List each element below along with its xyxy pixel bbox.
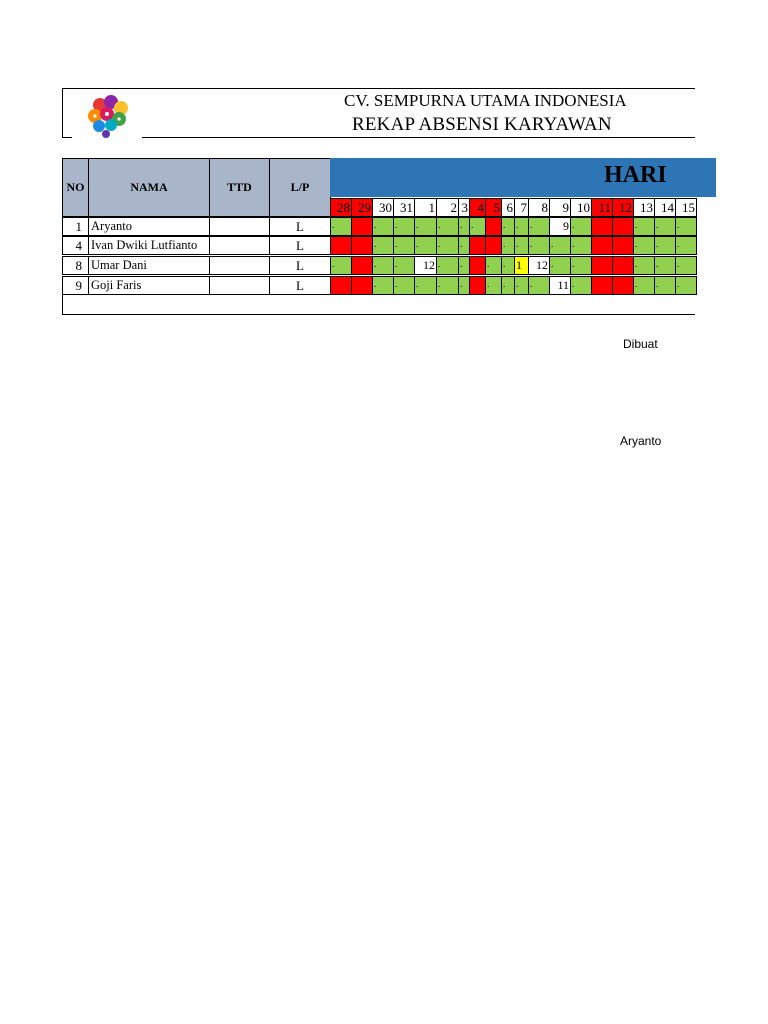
attendance-cell — [514, 217, 529, 236]
attendance-mark: . — [374, 279, 377, 289]
attendance-cell — [351, 236, 373, 255]
attendance-mark: . — [677, 239, 680, 249]
attendance-mark: . — [656, 259, 659, 269]
attendance-cell — [372, 256, 394, 275]
attendance-cell — [469, 217, 486, 236]
attendance-cell — [675, 217, 697, 236]
attendance-mark: . — [572, 220, 575, 230]
attendance-mark: . — [572, 239, 575, 249]
attendance-cell — [675, 256, 697, 275]
attendance-cell — [514, 236, 529, 255]
attendance-mark: . — [572, 259, 575, 269]
attendance-mark: . — [656, 279, 659, 289]
attendance-mark: . — [487, 279, 490, 289]
attendance-mark: . — [416, 220, 419, 230]
day-header-10: 7 — [514, 198, 529, 217]
attendance-mark: . — [395, 259, 398, 269]
attendance-mark: . — [635, 279, 638, 289]
attendance-mark: . — [530, 239, 533, 249]
attendance-mark: . — [460, 279, 463, 289]
attendance-mark: . — [460, 259, 463, 269]
attendance-cell — [372, 276, 394, 295]
attendance-cell — [675, 276, 697, 295]
attendance-mark: . — [487, 259, 490, 269]
row-lp: L — [269, 256, 331, 275]
attendance-mark: . — [395, 220, 398, 230]
attendance-cell — [570, 276, 592, 295]
attendance-mark: . — [503, 259, 506, 269]
attendance-cell — [528, 276, 550, 295]
attendance-mark: . — [395, 279, 398, 289]
attendance-cell — [612, 276, 634, 295]
attendance-cell — [469, 256, 486, 275]
company-name: CV. SEMPURNA UTAMA INDONESIA — [344, 91, 627, 110]
attendance-cell — [654, 276, 676, 295]
attendance-mark: . — [438, 279, 441, 289]
report-title: REKAP ABSENSI KARYAWAN — [352, 114, 612, 135]
attendance-cell — [436, 276, 459, 295]
header-left-border — [62, 88, 63, 138]
attendance-mark: . — [374, 220, 377, 230]
company-logo-icon — [86, 95, 132, 139]
attendance-mark: . — [677, 279, 680, 289]
day-header-5: 2 — [436, 198, 459, 217]
day-header-0: 28 — [330, 198, 352, 217]
attendance-mark: . — [635, 239, 638, 249]
attendance-mark: . — [551, 239, 554, 249]
attendance-mark: . — [471, 220, 474, 230]
signature-caption: Dibuat — [623, 337, 658, 351]
col-header-lp: L/P — [269, 158, 331, 217]
attendance-cell — [654, 217, 676, 236]
hari-label: HARI — [604, 162, 667, 188]
attendance-mark: . — [460, 220, 463, 230]
row-lp: L — [269, 276, 331, 295]
day-header-9: 6 — [501, 198, 515, 217]
attendance-cell — [414, 217, 437, 236]
attendance-cell: 1 — [514, 256, 529, 275]
signature-name: Aryanto — [620, 434, 662, 448]
attendance-cell — [514, 276, 529, 295]
attendance-cell — [436, 217, 459, 236]
attendance-cell — [485, 256, 502, 275]
row-no: 9 — [62, 276, 89, 295]
row-nama: Aryanto — [88, 217, 210, 236]
attendance-mark: . — [677, 259, 680, 269]
attendance-cell — [612, 217, 634, 236]
attendance-mark: . — [374, 239, 377, 249]
attendance-cell — [549, 236, 571, 255]
attendance-cell — [351, 217, 373, 236]
attendance-cell — [501, 276, 515, 295]
row-ttd — [209, 236, 270, 255]
attendance-mark: . — [530, 220, 533, 230]
attendance-cell — [330, 236, 352, 255]
attendance-mark: . — [503, 239, 506, 249]
header-bottom-border — [142, 137, 695, 138]
day-header-15: 12 — [612, 198, 634, 217]
attendance-cell — [351, 276, 373, 295]
attendance-mark: . — [516, 220, 519, 230]
attendance-cell — [528, 217, 550, 236]
attendance-cell — [414, 236, 437, 255]
attendance-mark: . — [460, 239, 463, 249]
day-header-1: 29 — [351, 198, 373, 217]
row-ttd — [209, 256, 270, 275]
attendance-cell — [485, 276, 502, 295]
day-header-8: 5 — [485, 198, 502, 217]
attendance-cell — [612, 256, 634, 275]
attendance-mark: . — [635, 220, 638, 230]
attendance-cell — [414, 276, 437, 295]
day-header-4: 1 — [414, 198, 437, 217]
attendance-cell — [633, 276, 655, 295]
row-no: 1 — [62, 217, 89, 236]
attendance-cell — [393, 217, 415, 236]
attendance-cell — [570, 256, 592, 275]
day-header-17: 14 — [654, 198, 676, 217]
attendance-mark: . — [503, 220, 506, 230]
day-header-2: 30 — [372, 198, 394, 217]
row-nama: Goji Faris — [88, 276, 210, 295]
row-no: 4 — [62, 236, 89, 255]
attendance-mark: . — [516, 279, 519, 289]
row-ttd — [209, 217, 270, 236]
col-header-no: NO — [62, 158, 89, 217]
col-header-nama: NAMA — [88, 158, 210, 217]
attendance-mark: . — [438, 239, 441, 249]
attendance-cell: 9 — [549, 217, 571, 236]
attendance-mark: . — [438, 220, 441, 230]
attendance-cell — [372, 236, 394, 255]
attendance-mark: . — [332, 259, 335, 269]
attendance-cell — [372, 217, 394, 236]
day-header-3: 31 — [393, 198, 415, 217]
attendance-cell — [436, 236, 459, 255]
attendance-mark: . — [374, 259, 377, 269]
day-header-18: 15 — [675, 198, 697, 217]
attendance-cell — [654, 256, 676, 275]
attendance-cell — [393, 236, 415, 255]
attendance-cell — [591, 236, 613, 255]
attendance-mark: . — [656, 220, 659, 230]
attendance-cell — [351, 256, 373, 275]
attendance-cell — [549, 256, 571, 275]
attendance-cell — [501, 236, 515, 255]
attendance-mark: . — [551, 259, 554, 269]
attendance-mark: . — [635, 259, 638, 269]
header-top-border — [62, 88, 695, 89]
attendance-cell — [591, 276, 613, 295]
attendance-cell — [591, 256, 613, 275]
attendance-cell — [469, 236, 486, 255]
attendance-mark: . — [516, 239, 519, 249]
attendance-cell — [501, 256, 515, 275]
attendance-cell — [633, 236, 655, 255]
attendance-mark: . — [503, 279, 506, 289]
attendance-cell — [485, 236, 502, 255]
day-header-12: 9 — [549, 198, 571, 217]
attendance-mark: . — [416, 239, 419, 249]
day-header-11: 8 — [528, 198, 550, 217]
attendance-cell — [570, 217, 592, 236]
table-footer-row — [62, 295, 695, 315]
attendance-mark: . — [438, 259, 441, 269]
day-header-7: 4 — [469, 198, 486, 217]
attendance-cell — [633, 256, 655, 275]
attendance-cell: 11 — [549, 276, 571, 295]
attendance-cell — [469, 276, 486, 295]
attendance-cell — [393, 256, 415, 275]
day-header-6: 3 — [458, 198, 470, 217]
attendance-cell — [330, 276, 352, 295]
attendance-cell — [612, 236, 634, 255]
attendance-cell — [501, 217, 515, 236]
attendance-cell — [570, 236, 592, 255]
attendance-mark: . — [395, 239, 398, 249]
attendance-cell — [436, 256, 459, 275]
attendance-cell — [330, 217, 352, 236]
day-header-14: 11 — [591, 198, 613, 217]
col-header-ttd: TTD — [209, 158, 270, 217]
attendance-mark: . — [677, 220, 680, 230]
row-lp: L — [269, 236, 331, 255]
attendance-cell: 12 — [414, 256, 437, 275]
attendance-cell — [654, 236, 676, 255]
row-ttd — [209, 276, 270, 295]
attendance-mark: . — [656, 239, 659, 249]
attendance-mark: . — [416, 279, 419, 289]
header-left-tick — [62, 137, 72, 138]
row-nama: Ivan Dwiki Lutfianto — [88, 236, 210, 255]
attendance-cell — [330, 256, 352, 275]
day-header-13: 10 — [570, 198, 592, 217]
row-lp: L — [269, 217, 331, 236]
attendance-mark: . — [332, 220, 335, 230]
attendance-cell — [591, 217, 613, 236]
attendance-cell — [675, 236, 697, 255]
attendance-mark: . — [572, 279, 575, 289]
attendance-cell — [528, 236, 550, 255]
attendance-cell — [485, 217, 502, 236]
row-nama: Umar Dani — [88, 256, 210, 275]
attendance-mark: . — [530, 279, 533, 289]
attendance-cell — [393, 276, 415, 295]
attendance-cell: 12 — [528, 256, 550, 275]
attendance-cell — [633, 217, 655, 236]
row-no: 8 — [62, 256, 89, 275]
day-header-16: 13 — [633, 198, 655, 217]
